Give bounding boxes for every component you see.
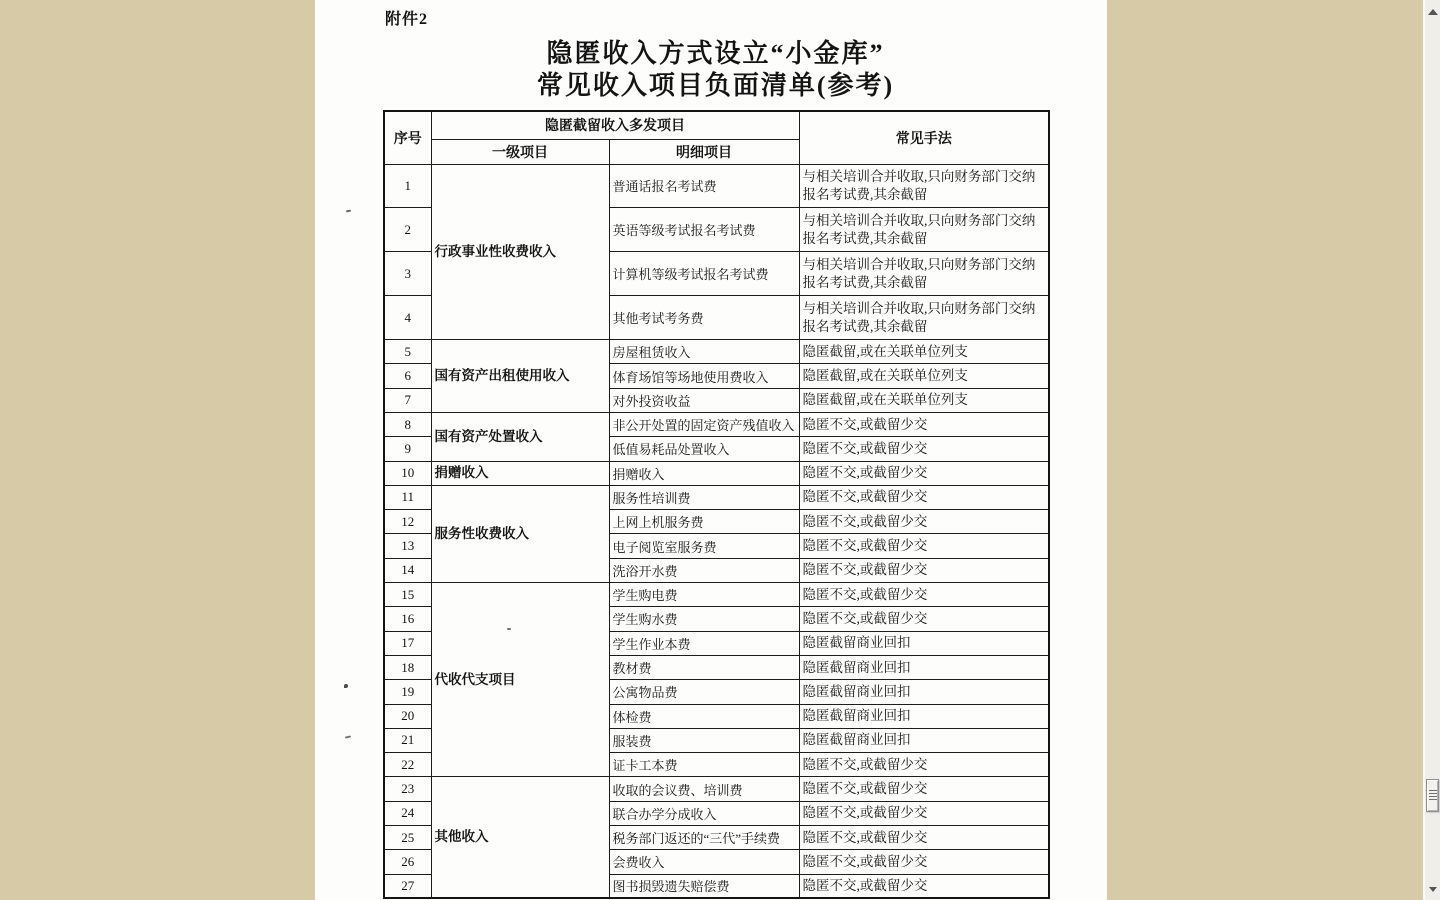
document-title <box>383 38 1048 102</box>
method-cell: 隐匿截留商业回扣 <box>799 704 1049 728</box>
table-row <box>384 340 1049 364</box>
detail-item-cell: 服务性培训费 <box>609 485 799 509</box>
row-number-cell: 17 <box>384 631 431 655</box>
detail-item-cell: 普通话报名考试费 <box>609 164 799 208</box>
table-row <box>384 164 1049 208</box>
method-cell: 隐匿截留,或在关联单位列支 <box>799 340 1049 364</box>
method-cell: 隐匿截留,或在关联单位列支 <box>799 364 1049 388</box>
table-row <box>384 777 1049 801</box>
document-page <box>315 0 1107 900</box>
method-cell: 隐匿不交,或截留少交 <box>799 583 1049 607</box>
detail-item-cell: 学生购水费 <box>609 607 799 631</box>
detail-item-cell: 联合办学分成收入 <box>609 801 799 825</box>
row-number-cell: 18 <box>384 655 431 679</box>
detail-item-cell: 教材费 <box>609 655 799 679</box>
detail-item-cell: 洗浴开水费 <box>609 558 799 582</box>
method-cell: 隐匿不交,或截留少交 <box>799 607 1049 631</box>
table-row <box>384 461 1049 485</box>
detail-item-cell: 捐赠收入 <box>609 461 799 485</box>
level1-item-cell: 国有资产处置收入 <box>431 412 609 461</box>
method-cell: 隐匿不交,或截留少交 <box>799 437 1049 461</box>
row-number-cell: 20 <box>384 704 431 728</box>
detail-item-cell: 体检费 <box>609 704 799 728</box>
row-number-cell: 2 <box>384 208 431 252</box>
scroll-up-button[interactable] <box>1425 4 1440 20</box>
level1-item-cell: 国有资产出租使用收入 <box>431 340 609 413</box>
row-number-cell: 27 <box>384 874 431 898</box>
negative-list-table <box>383 110 1050 899</box>
row-number-cell: 8 <box>384 412 431 436</box>
method-cell: 隐匿截留商业回扣 <box>799 680 1049 704</box>
row-number-cell: 16 <box>384 607 431 631</box>
detail-item-cell: 非公开处置的固定资产残值收入 <box>609 412 799 436</box>
level1-item-cell: 其他收入 <box>431 777 609 898</box>
table-body <box>384 164 1049 898</box>
table-row <box>384 485 1049 509</box>
row-number-cell: 25 <box>384 826 431 850</box>
row-number-cell: 15 <box>384 583 431 607</box>
row-number-cell: 19 <box>384 680 431 704</box>
method-cell: 隐匿不交,或截留少交 <box>799 412 1049 436</box>
detail-item-cell: 服装费 <box>609 728 799 752</box>
header-level1: 一级项目 <box>431 139 609 164</box>
scrollbar-thumb[interactable] <box>1426 779 1439 812</box>
detail-item-cell: 英语等级考试报名考试费 <box>609 208 799 252</box>
level1-item-cell: 服务性收费收入 <box>431 485 609 582</box>
method-cell: 隐匿截留商业回扣 <box>799 728 1049 752</box>
detail-item-cell: 计算机等级考试报名考试费 <box>609 252 799 296</box>
detail-item-cell: 房屋租赁收入 <box>609 340 799 364</box>
method-cell: 隐匿不交,或截留少交 <box>799 874 1049 898</box>
detail-item-cell: 电子阅览室服务费 <box>609 534 799 558</box>
detail-item-cell: 低值易耗品处置收入 <box>609 437 799 461</box>
method-cell: 隐匿截留商业回扣 <box>799 631 1049 655</box>
method-cell: 隐匿不交,或截留少交 <box>799 753 1049 777</box>
row-number-cell: 10 <box>384 461 431 485</box>
row-number-cell: 5 <box>384 340 431 364</box>
detail-item-cell: 公寓物品费 <box>609 680 799 704</box>
row-number-cell: 23 <box>384 777 431 801</box>
detail-item-cell: 体育场馆等场地使用费收入 <box>609 364 799 388</box>
row-number-cell: 12 <box>384 510 431 534</box>
attachment-label: 附件2 <box>385 11 429 28</box>
scroll-down-button[interactable] <box>1425 881 1440 897</box>
method-cell: 隐匿不交,或截留少交 <box>799 534 1049 558</box>
detail-item-cell: 其他考试考务费 <box>609 296 799 340</box>
row-number-cell: 4 <box>384 296 431 340</box>
row-number-cell: 26 <box>384 850 431 874</box>
scan-speck <box>344 684 348 688</box>
row-number-cell: 13 <box>384 534 431 558</box>
row-number-cell: 21 <box>384 728 431 752</box>
method-cell: 与相关培训合并收取,只向财务部门交纳报名考试费,其余截留 <box>799 296 1049 340</box>
detail-item-cell: 证卡工本费 <box>609 753 799 777</box>
table-row <box>384 412 1049 436</box>
header-detail: 明细项目 <box>609 139 799 164</box>
detail-item-cell: 对外投资收益 <box>609 388 799 412</box>
row-number-cell: 9 <box>384 437 431 461</box>
detail-item-cell: 收取的会议费、培训费 <box>609 777 799 801</box>
detail-item-cell: 上网上机服务费 <box>609 510 799 534</box>
scan-speck <box>345 735 351 738</box>
vertical-scrollbar[interactable] <box>1423 0 1440 900</box>
level1-item-cell: 行政事业性收费收入 <box>431 164 609 340</box>
scroll-down-icon <box>1429 887 1437 892</box>
row-number-cell: 24 <box>384 801 431 825</box>
row-number-cell: 11 <box>384 485 431 509</box>
row-number-cell: 6 <box>384 364 431 388</box>
row-number-cell: 22 <box>384 753 431 777</box>
detail-item-cell: 学生作业本费 <box>609 631 799 655</box>
method-cell: 隐匿不交,或截留少交 <box>799 801 1049 825</box>
header-method: 常见手法 <box>799 111 1049 164</box>
method-cell: 隐匿截留商业回扣 <box>799 655 1049 679</box>
method-cell: 隐匿不交,或截留少交 <box>799 461 1049 485</box>
header-group: 隐匿截留收入多发项目 <box>431 111 799 139</box>
row-number-cell: 7 <box>384 388 431 412</box>
row-number-cell: 1 <box>384 164 431 208</box>
header-no: 序号 <box>384 111 431 164</box>
scan-speck <box>346 210 351 213</box>
detail-item-cell: 图书损毁遗失赔偿费 <box>609 874 799 898</box>
negative-list-table-wrap <box>383 110 1048 899</box>
method-cell: 与相关培训合并收取,只向财务部门交纳报名考试费,其余截留 <box>799 164 1049 208</box>
method-cell: 与相关培训合并收取,只向财务部门交纳报名考试费,其余截留 <box>799 252 1049 296</box>
table-row <box>384 583 1049 607</box>
method-cell: 隐匿不交,或截留少交 <box>799 850 1049 874</box>
method-cell: 隐匿截留,或在关联单位列支 <box>799 388 1049 412</box>
method-cell: 隐匿不交,或截留少交 <box>799 558 1049 582</box>
detail-item-cell: 税务部门返还的“三代”手续费 <box>609 826 799 850</box>
table-header <box>384 111 1049 164</box>
method-cell: 隐匿不交,或截留少交 <box>799 777 1049 801</box>
detail-item-cell: 学生购电费 <box>609 583 799 607</box>
method-cell: 隐匿不交,或截留少交 <box>799 510 1049 534</box>
method-cell: 隐匿不交,或截留少交 <box>799 485 1049 509</box>
title-line-2: 常见收入项目负面清单(参考) <box>536 71 895 100</box>
level1-item-cell: 捐赠收入 <box>431 461 609 485</box>
title-line-1: 隐匿收入方式设立“小金库” <box>546 39 885 68</box>
row-number-cell: 3 <box>384 252 431 296</box>
scan-speck <box>507 628 511 630</box>
scrollbar-grip-icon <box>1429 790 1437 801</box>
detail-item-cell: 会费收入 <box>609 850 799 874</box>
level1-item-cell: 代收代支项目 <box>431 583 609 777</box>
method-cell: 与相关培训合并收取,只向财务部门交纳报名考试费,其余截留 <box>799 208 1049 252</box>
method-cell: 隐匿不交,或截留少交 <box>799 826 1049 850</box>
scroll-up-icon <box>1428 9 1438 15</box>
row-number-cell: 14 <box>384 558 431 582</box>
